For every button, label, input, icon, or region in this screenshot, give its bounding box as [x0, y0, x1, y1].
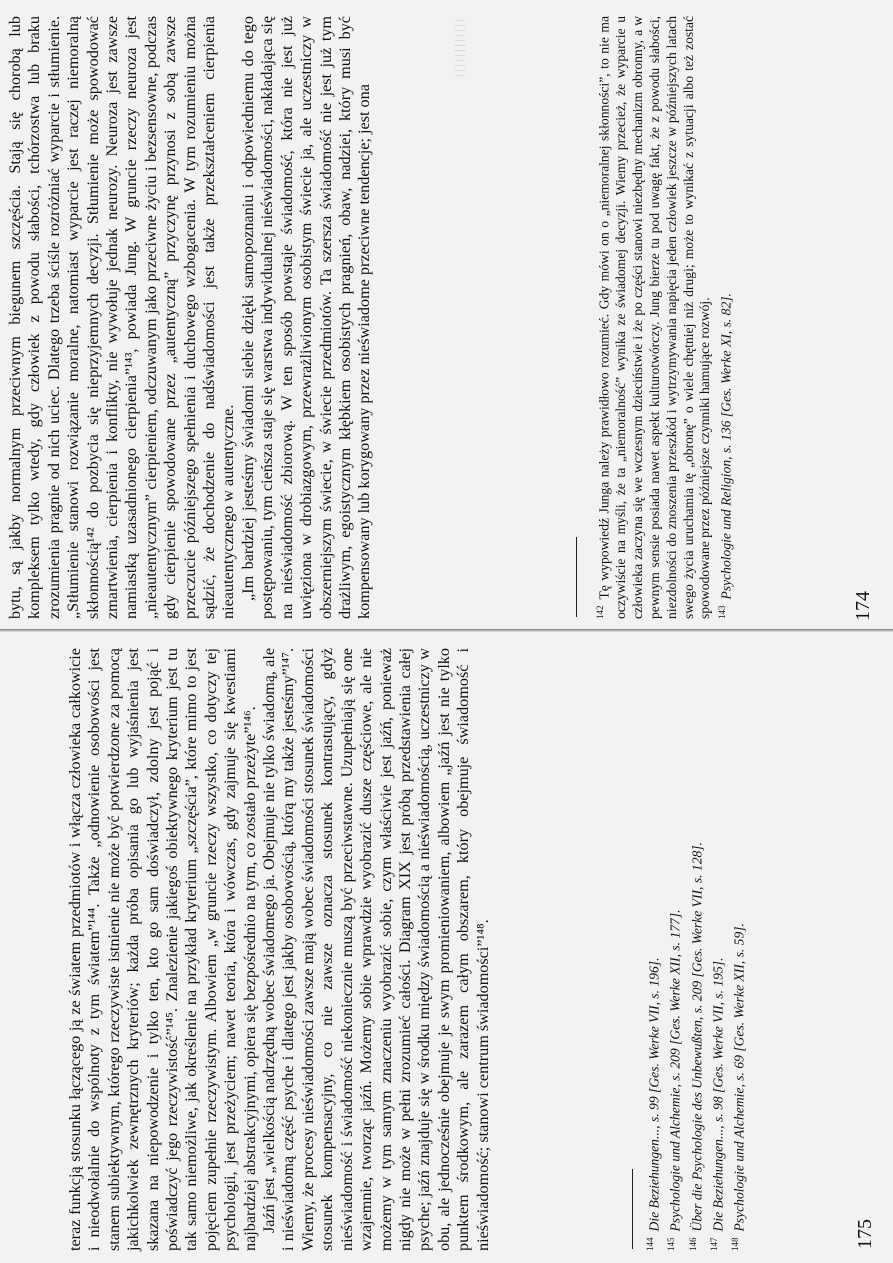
page-number: 175 [854, 1219, 876, 1249]
footnote: $^{145}$Psychologie und Alchemie, s. 209 [Ges. Werke XII, s. 177]. [666, 909, 683, 1251]
page-175-footnotes [642, 648, 749, 1251]
paragraph: teraz funkcją stosunku łączącego ją ze światem przedmiotów i włącza człowieka całkowicie i nieodwołalnie do wspólnoty z tym światem”¹⁴⁴. Także „odnowienie osobowości jest stanem subiektywnym, którego rzeczywiste istnienie nie może być potwierdzone za pomocą jakichkolwiek zewnętrznych kryteriów; każda próba opisania go lub wyjaśnienia jest skazana na niepowodzenie i tylko ten, kto go sam doświadczył, zdolny jest pojąć i poświadczyć jego rzeczywistość”¹⁴⁵. Znalezienie jakiegoś obiektywnego kryterium jest tu tak samo niemożliwe, jak określenie na przykład kryterium „szczęścia”, które mimo to jest pojęciem zupełnie rzeczywistym. Albowiem „w gruncie rzeczy wszystko, co dotyczy tej psychologii, jest przeżyciem; nawet teoria, która i wówczas, gdy zajmuje się kwestiami najbardziej abstrakcyjnymi, opiera się bezpośrednio na tym, co zostało przeżyte”¹⁴⁶. [66, 648, 259, 1251]
page-174-footnotes [592, 16, 735, 619]
page-number: 174 [852, 591, 874, 621]
footnote: $^{147}$Die Beziehungen..., s. 98 [Ges. Werke VII, s. 195]. [708, 957, 726, 1251]
footnote-rule [632, 1169, 633, 1249]
footnote: $^{144}$Die Beziehungen..., s. 99 [Ges. Werke VII, s. 196]. [645, 957, 662, 1251]
paragraph: bytu, są jakby normalnym przeciwnym biegunem szczęścia. Stają się chorobą lub kompleksem tylko wtedy, gdy człowiek z powodu słabości, tchórzostwa lub braku zrozumienia pragnie od nich uciec. Dlatego trzeba ściśle rozróżniać wyparcie i stłumienie. „Stłumienie stanowi rozwiązanie moralne, natomiast wyparcie jest raczej niemoralną skłonnością¹⁴² do pozbycia się nieprzyjemnych decyzji. Stłumienie może spowodować zmartwienia, cierpienia i konflikty, nie wywołuje jednak neurozy. Neuroza jest zawsze namiastką uzasadnionego cierpienia”¹⁴³, powiada Jung. W gruncie rzeczy neuroza jest „nieautentycznym” cierpieniem, odczuwanym jako przeciwne życiu i bezsensowne, podczas gdy cierpienie spowodowane przez „autentyczną” przyczynę przynosi z sobą zawsze przeczucie późniejszego spełnienia i duchowego wzbogacenia. W tym rozumieniu można sądzić, że dochodzenie do nadświadomości jest także przekształceniem cierpienia nieautentycznego w autentyczne. [6, 16, 238, 619]
paragraph: Jaźń jest „wielkością nadrzędną wobec świadomego ja. Obejmuje nie tylko świadomą, ale i nieświadomą część psyche i dlatego jest jakby osobowością, którą my także jesteśmy”¹⁴⁷. Wiemy, że procesy nieświadomości zawsze mają wobec świadomości stosunek świadomości stosunek kompensacyjny, co nie zawsze oznacza stosunek kontrastujący, gdyż nieświadomość i świadomość niekoniecznie muszą być przeciwstawne. Uzupełniają się one wzajemnie, tworząc jaźń. Możemy sobie wprawdzie wyobrazić dusze częściowe, ale nie możemy w tym samym znaczeniu wyobrazić sobie, czym właściwie jest jaźń, ponieważ nigdy nie może w pełni zrozumieć całości. Diagram XIX jest próbą przedstawienia całej psyche; jaźń znajduje się w środku między świadomością a nieświadomością, uczestniczy w obu, ale jednocześnie obejmuje je swym promieniowaniem, albowiem „jaźń jest nie tylko punktem środkowym, ale zarazem całym obszarem, który obejmuje świadomość i nieświadomość; stanowi centrum świadomości”¹⁴⁸. [260, 648, 492, 1251]
footnote: $^{148}$Psychologie und Alchemie, s. 69 [Ges. Werke XII, s. 59]. [730, 923, 747, 1251]
scan-artifact [455, 20, 465, 80]
footnote: $^{146}$Über die Psychologie des Unbewußten, s. 209 [Ges. Werke VII, s. 128]. [687, 842, 705, 1251]
page-175-body [66, 648, 493, 1251]
page-174-body [6, 16, 375, 619]
page-174 [0, 0, 893, 631]
page-175 [0, 632, 893, 1263]
footnote: $^{143}$Psychologie und Religion, s. 136 [Ges. Werke XI, s. 82]. [717, 293, 734, 619]
paragraph: „Im bardziej jesteśmy świadomi siebie dzięki samopoznaniu i odpowiedniemu do tego postępowaniu, tym cieńsza staje się warstwa indywidualnej nieświadomości, nakładająca się na nieświadomość zbiorową. W ten sposób powstaje świadomość, która nie jest już uwięziona w drobiazgowym, przewrażliwionym osobistym świecie ja, ale uczestniczy w obszerniejszym świecie, w świecie przedmiotów. Ta szersza świadomość nie jest już tym drażliwym, egoistycznym kłębkiem osobistych pragnień, obaw, nadziei, który musi być kompensowany lub korygowany przez nieświadome przeciwne tendencje; jest ona [238, 16, 374, 619]
footnote-rule [576, 537, 577, 617]
footnote: $^{142}$Tę wypowiedź Junga należy prawidłowo rozumieć. Gdy mówi on o „niemoralnej skłonności”, to nie ma oczywiście na myśli, że ta „niemoralność” wynika ze świadomej decyzji. Wiemy przecież, że wyparcie u człowieka zaczyna się we wczesnym dzieciństwie i że po części stanowi niezbędny mechanizm obronny, a w pewnym sensie posiada nawet aspekt kulturotwórczy. Jung bierze tu pod uwagę fakt, że z powodu słabości, niezdolności do znoszenia przeszkód i wytrzymywania napięcia jeden człowiek jeszcze w późniejszych latach swego życia uruchamia tę „obronę” o wiele chętniej niż drugi; może to wynikać z sytuacji albo też zostać spowodowane przez późniejsze czynniki hamujące rozwój. [595, 16, 713, 619]
